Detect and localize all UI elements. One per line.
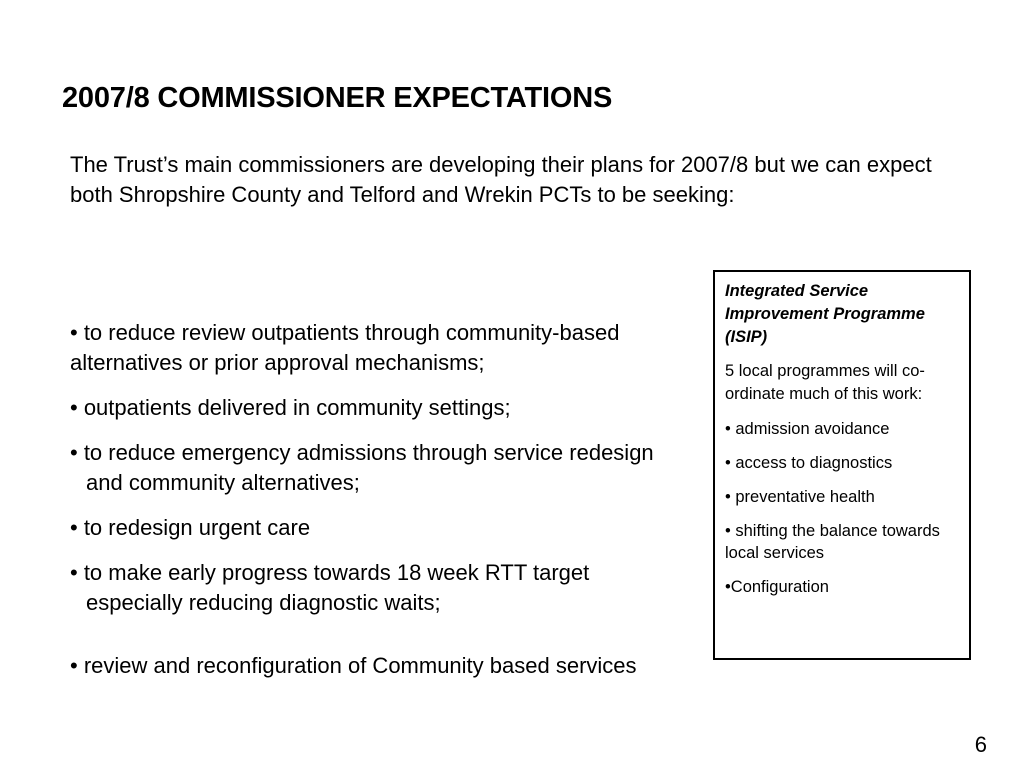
isip-intro: 5 local programmes will co-ordinate much of this work: [725,362,925,403]
expectation-item-review-outpatients: • to reduce review outpatients through community-based alternatives or prior approval mechanisms; [70,320,620,375]
isip-box [713,270,971,660]
isip-item-access-to-diagnostics: • access to diagnostics [725,454,893,472]
expectations-list [70,318,670,696]
expectation-item-18-week-rtt: • to make early progress towards 18 week RTT target especially reducing diagnostic waits; [70,560,590,615]
expectation-item-emergency-admissions: • to reduce emergency admissions through service redesign and community alternatives; [70,440,654,495]
page-number: 6 [974,732,987,757]
expectation-item-community-services: • review and reconfiguration of Community based services [70,653,637,678]
isip-title: Integrated Service Improvement Programme (ISIP) [725,282,925,346]
isip-item-preventative-health: • preventative health [725,488,875,506]
slide-title: 2007/8 COMMISSIONER EXPECTATIONS [62,82,613,114]
isip-programme-list [725,418,959,598]
isip-item-shifting-the-balance: • shifting the balance towards local services [725,522,940,562]
isip-item-admission-avoidance: • admission avoidance [725,420,890,438]
expectation-item-community-settings: • outpatients delivered in community settings; [70,395,511,420]
isip-item-configuration: •Configuration [725,578,829,596]
intro-paragraph: The Trust’s main commissioners are developing their plans for 2007/8 but we can expect both Shropshire County and Telford and Wrekin PCTs to be seeking: [70,152,932,207]
expectation-item-urgent-care: • to redesign urgent care [70,515,311,540]
